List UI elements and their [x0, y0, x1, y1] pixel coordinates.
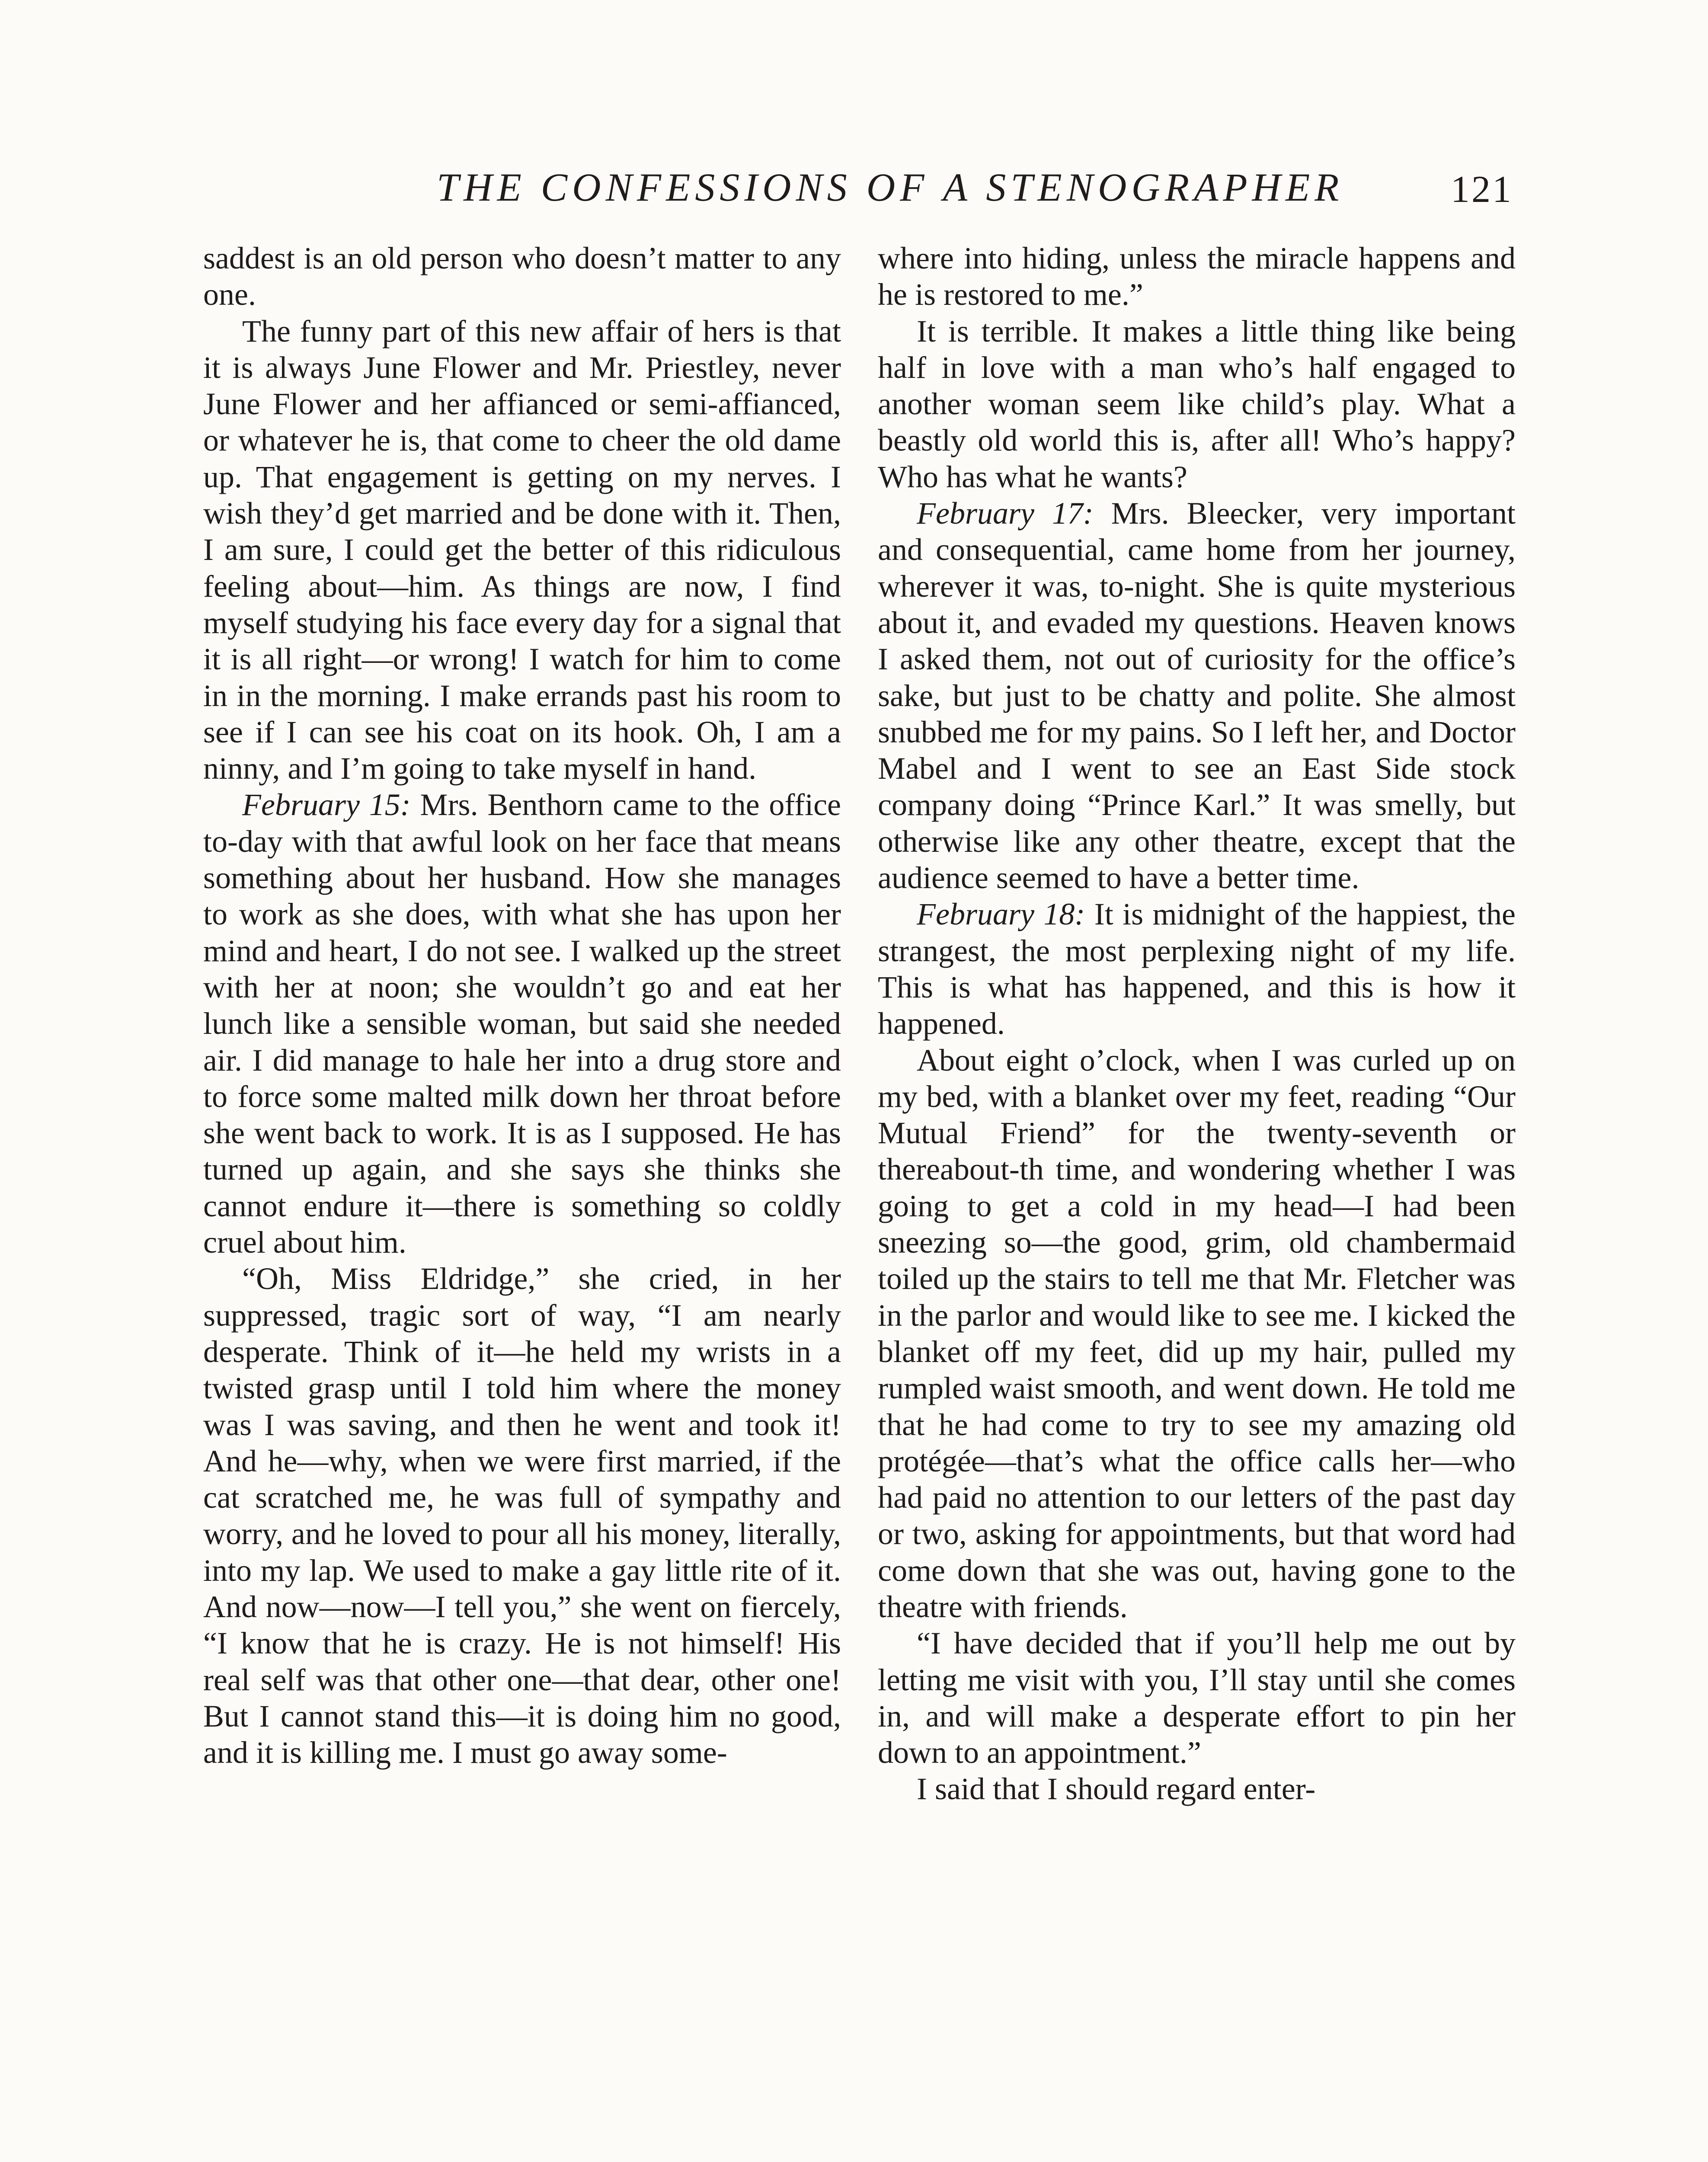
diary-entry — [878, 896, 1516, 1042]
paragraph — [203, 1260, 841, 1771]
entry-date: February 15: — [242, 787, 411, 822]
paragraph-text: I said that I should regard enter- — [917, 1772, 1316, 1807]
page-number: 121 — [1451, 169, 1513, 211]
paragraph-text: “I have decided that if you’ll help me out by letting me visit with you, I’ll stay until she comes in, and will make a desperate effort to pin her down to an appointment.” — [878, 1626, 1516, 1770]
paragraph-text: saddest is an old person who doesn’t matter to any one. — [203, 241, 841, 312]
paragraph — [878, 240, 1516, 313]
paragraph-text: About eight o’clock, when I was curled up on my bed, with a blanket over my feet, reading “Our Mutual Friend” for the twenty-seventh or thereabout-th time, and wondering whether I was going to get a cold in my head—I had been sneezing so—the good, grim, old chambermaid toiled up the stairs to tell me that Mr. Fletcher was in the parlor and would like to see me. I kicked the blanket off my feet, did up my hair, pulled my rumpled waist smooth, and went down. He told me that he had come to try to see my amazing old protégée—that’s what the office calls her—who had paid no attention to our letters of the past day or two, asking for appointments, but that word had come down that she was out, having gone to the theatre with friends. — [878, 1043, 1516, 1624]
paragraph-text: where into hiding, unless the miracle happens and he is restored to me.” — [878, 241, 1516, 312]
paragraph — [878, 1042, 1516, 1625]
paragraph-text: The funny part of this new affair of hers is that it is always June Flower and Mr. Priestley, never June Flower and her affianced or semi-affianced, or whatever he is, that come to cheer the old dame up. That engagement is getting on my nerves. I wish they’d get married and be done with it. Then, I am sure, I could get the better of this ridiculous feeling about—him. As things are now, I find myself studying his face every day for a signal that it is all right—or wrong! I watch for him to come in in the morning. I make errands past his room to see if I can see his coat on its hook. Oh, I am a ninny, and I’m going to take myself in hand. — [203, 313, 841, 786]
paragraph — [878, 313, 1516, 495]
paragraph-text: It is terrible. It makes a little thing like being half in love with a man who’s half engaged to another woman seem like child’s play. What a beastly old world this is, after all! Who’s happy? Who has what he wants? — [878, 313, 1516, 494]
entry-date: February 18: — [917, 897, 1085, 932]
paragraph-text: It is midnight of the happiest, the strangest, the most perplexing night of my life. This is what has happened, and this is how it happened. — [878, 897, 1516, 1041]
paragraph — [203, 240, 841, 313]
left-column — [203, 240, 841, 1771]
paragraph — [878, 1625, 1516, 1771]
diary-entry — [878, 495, 1516, 896]
running-title: THE CONFESSIONS OF A STENOGRAPHER — [437, 165, 1344, 209]
right-column — [878, 240, 1516, 1807]
paragraph — [203, 313, 841, 787]
paragraph-text: Mrs. Bleecker, very important and consequential, came home from her journey, wherever it was, to-night. She is quite mysterious about it, and evaded my questions. Heaven knows I asked them, not out of curiosity for the office’s sake, but just to be chatty and polite. She almost snubbed me for my pains. So I left her, and Doctor Mabel and I went to see an East Side stock company doing “Prince Karl.” It was smelly, but otherwise like any other theatre, except that the audience seemed to have a better time. — [878, 496, 1516, 896]
paragraph — [878, 1771, 1516, 1807]
paragraph-text: Mrs. Benthorn came to the office to-day with that awful look on her face that means something about her husband. How she manages to work as she does, with what she has upon her mind and heart, I do not see. I walked up the street with her at noon; she wouldn’t go and eat her lunch like a sensible woman, but said she needed air. I did manage to hale her into a drug store and to force some malted milk down her throat before she went back to work. It is as I supposed. He has turned up again, and she says she thinks she cannot endure it—there is something so coldly cruel about him. — [203, 787, 841, 1260]
page-header — [0, 164, 1708, 225]
paragraph-text: “Oh, Miss Eldridge,” she cried, in her suppressed, tragic sort of way, “I am nearly desperate. Think of it—he held my wrists in a twisted grasp until I told him where the money was I was saving, and then he went and took it! And he—why, when we were first married, if the cat scratched me, he was full of sympathy and worry, and he loved to pour all his money, literally, into my lap. We used to make a gay little rite of it. And now—now—I tell you,” she went on fiercely, “I know that he is crazy. He is not himself! His real self was that other one—that dear, other one! But I cannot stand this—it is doing him no good, and it is killing me. I must go away some- — [203, 1261, 841, 1770]
entry-date: February 17: — [917, 496, 1094, 531]
diary-entry — [203, 787, 841, 1260]
